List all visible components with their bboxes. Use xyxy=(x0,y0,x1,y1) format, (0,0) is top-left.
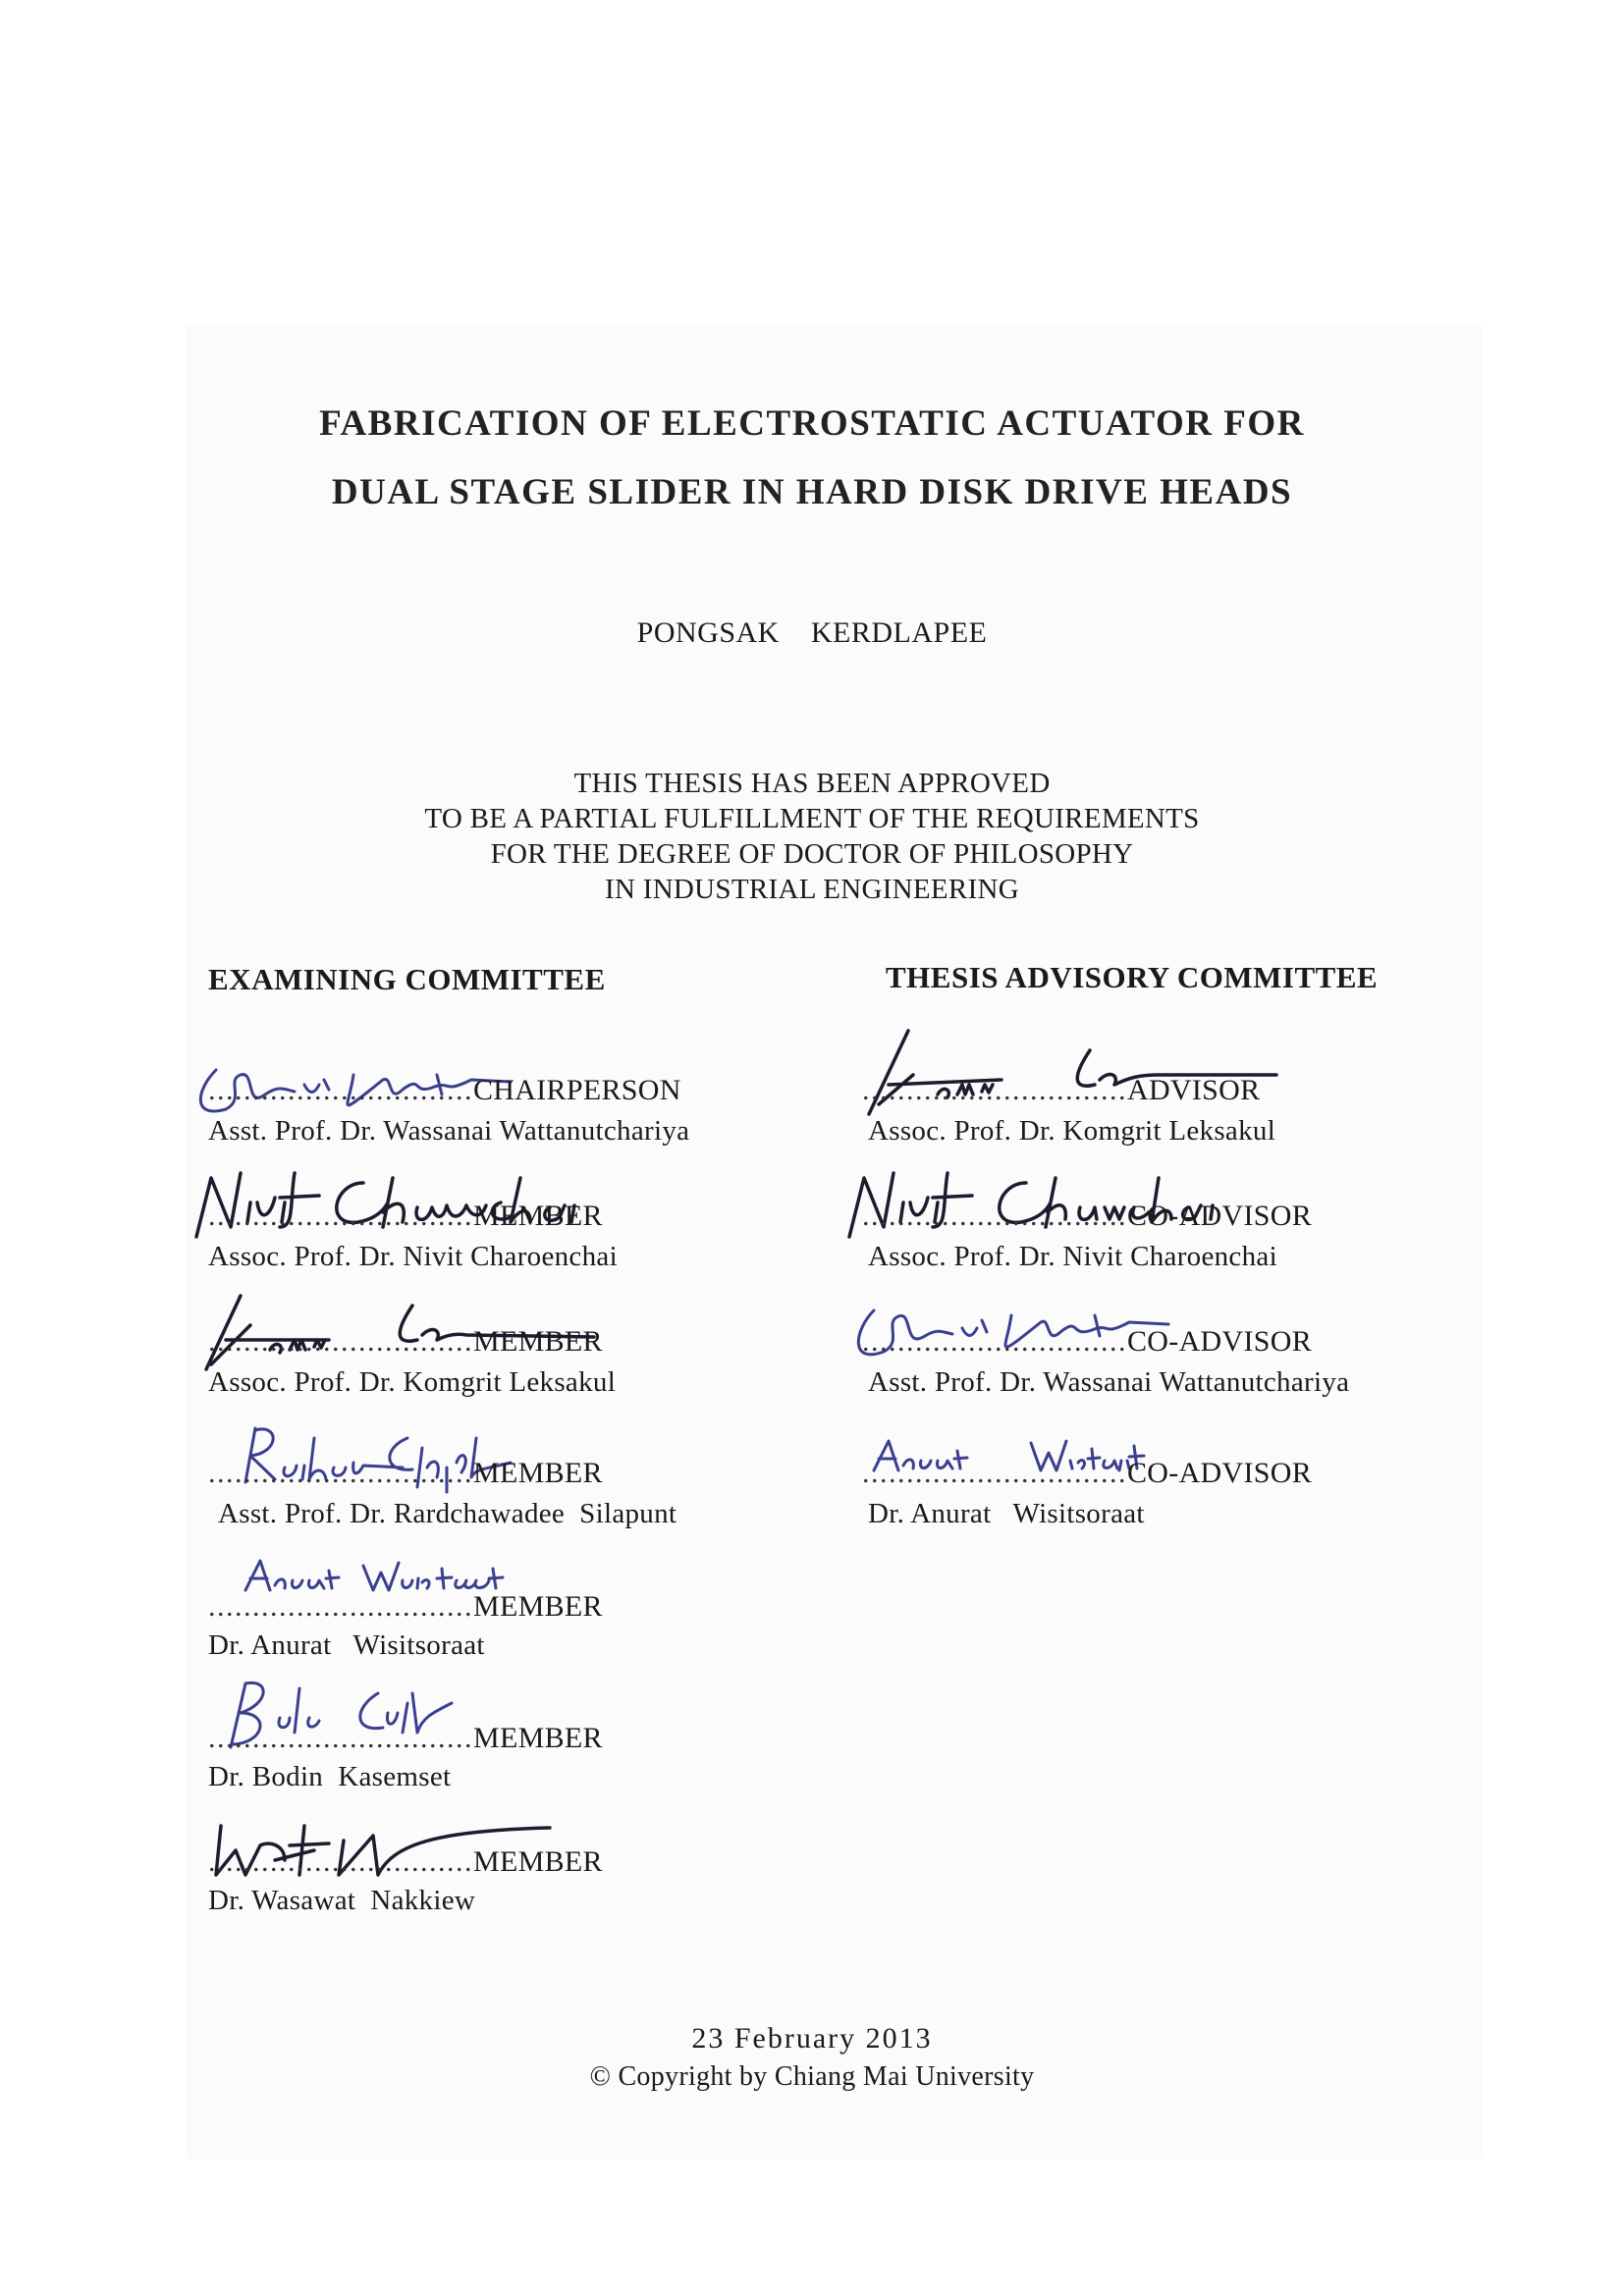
dotted-line: .............................. xyxy=(208,1845,473,1878)
role-label: CO-ADVISOR xyxy=(1127,1325,1313,1358)
member-name: Dr. Wasawat Nakkiew xyxy=(208,1885,476,1916)
exam-signature-line-5 xyxy=(208,1590,603,1624)
approval-line: TO BE A PARTIAL FULFILLMENT OF THE REQUIREMENTS xyxy=(424,803,1200,834)
member-name: Dr. Anurat Wisitsoraat xyxy=(868,1498,1145,1529)
author-name: PONGSAK KERDLAPEE xyxy=(636,616,988,649)
advisory-signature-line-4 xyxy=(862,1457,1312,1490)
member-name: Assoc. Prof. Dr. Komgrit Leksakul xyxy=(208,1366,617,1398)
member-name: Asst. Prof. Dr. Wassanai Wattanutchariya xyxy=(208,1115,690,1147)
thesis-title-line-2: DUAL STAGE SLIDER IN HARD DISK DRIVE HEADS xyxy=(331,472,1293,512)
role-label: CO-ADVISOR xyxy=(1127,1457,1313,1489)
dotted-line: .............................. xyxy=(208,1457,473,1489)
dotted-line: .............................. xyxy=(208,1325,473,1358)
dotted-line: .............................. xyxy=(208,1722,473,1754)
dotted-line: .............................. xyxy=(862,1457,1127,1489)
exam-signature-line-1 xyxy=(208,1074,681,1107)
advisory-signature-line-1 xyxy=(862,1074,1260,1107)
advisory-signature-line-3 xyxy=(862,1325,1312,1359)
role-label: CHAIRPERSON xyxy=(473,1074,681,1106)
copyright-notice: © Copyright by Chiang Mai University xyxy=(589,2061,1035,2092)
member-name: Assoc. Prof. Dr. Nivit Charoenchai xyxy=(208,1241,618,1272)
role-label: MEMBER xyxy=(473,1590,603,1623)
dotted-line: .............................. xyxy=(208,1200,473,1232)
approval-line: THIS THESIS HAS BEEN APPROVED xyxy=(573,768,1051,799)
exam-signature-line-6 xyxy=(208,1722,603,1755)
role-label: ADVISOR xyxy=(1127,1074,1261,1106)
member-name: Dr. Anurat Wisitsoraat xyxy=(208,1629,485,1661)
thesis-title-line-1: FABRICATION OF ELECTROSTATIC ACTUATOR FOR xyxy=(319,403,1305,444)
member-name: Asst. Prof. Dr. Wassanai Wattanutchariya xyxy=(868,1366,1350,1398)
dotted-line: .............................. xyxy=(862,1074,1127,1106)
advisory-committee-heading: THESIS ADVISORY COMMITTEE xyxy=(886,960,1379,994)
role-label: MEMBER xyxy=(473,1722,603,1754)
role-label: MEMBER xyxy=(473,1845,603,1878)
advisory-signature-line-2 xyxy=(862,1200,1312,1233)
exam-signature-line-2 xyxy=(208,1200,603,1233)
role-label: CO-ADVISOR xyxy=(1127,1200,1313,1232)
approval-statement xyxy=(0,766,1624,907)
exam-signature-line-4 xyxy=(208,1457,603,1490)
approval-date: 23 February 2013 xyxy=(691,2022,933,2055)
exam-signature-line-3 xyxy=(208,1325,603,1359)
dotted-line: .............................. xyxy=(208,1590,473,1623)
member-name: Assoc. Prof. Dr. Komgrit Leksakul xyxy=(868,1115,1276,1147)
member-name: Dr. Bodin Kasemset xyxy=(208,1761,452,1792)
dotted-line: .............................. xyxy=(862,1200,1127,1232)
dotted-line: .............................. xyxy=(862,1325,1127,1358)
role-label: MEMBER xyxy=(473,1200,603,1232)
member-name: Assoc. Prof. Dr. Nivit Charoenchai xyxy=(868,1241,1277,1272)
dotted-line: .............................. xyxy=(208,1074,473,1106)
role-label: MEMBER xyxy=(473,1457,603,1489)
role-label: MEMBER xyxy=(473,1325,603,1358)
approval-line: FOR THE DEGREE OF DOCTOR OF PHILOSOPHY xyxy=(490,838,1134,870)
exam-signature-line-7 xyxy=(208,1845,603,1879)
examining-committee-heading: EXAMINING COMMITTEE xyxy=(208,962,606,996)
member-name: Asst. Prof. Dr. Rardchawadee Silapunt xyxy=(218,1498,677,1529)
approval-line: IN INDUSTRIAL ENGINEERING xyxy=(604,874,1020,905)
